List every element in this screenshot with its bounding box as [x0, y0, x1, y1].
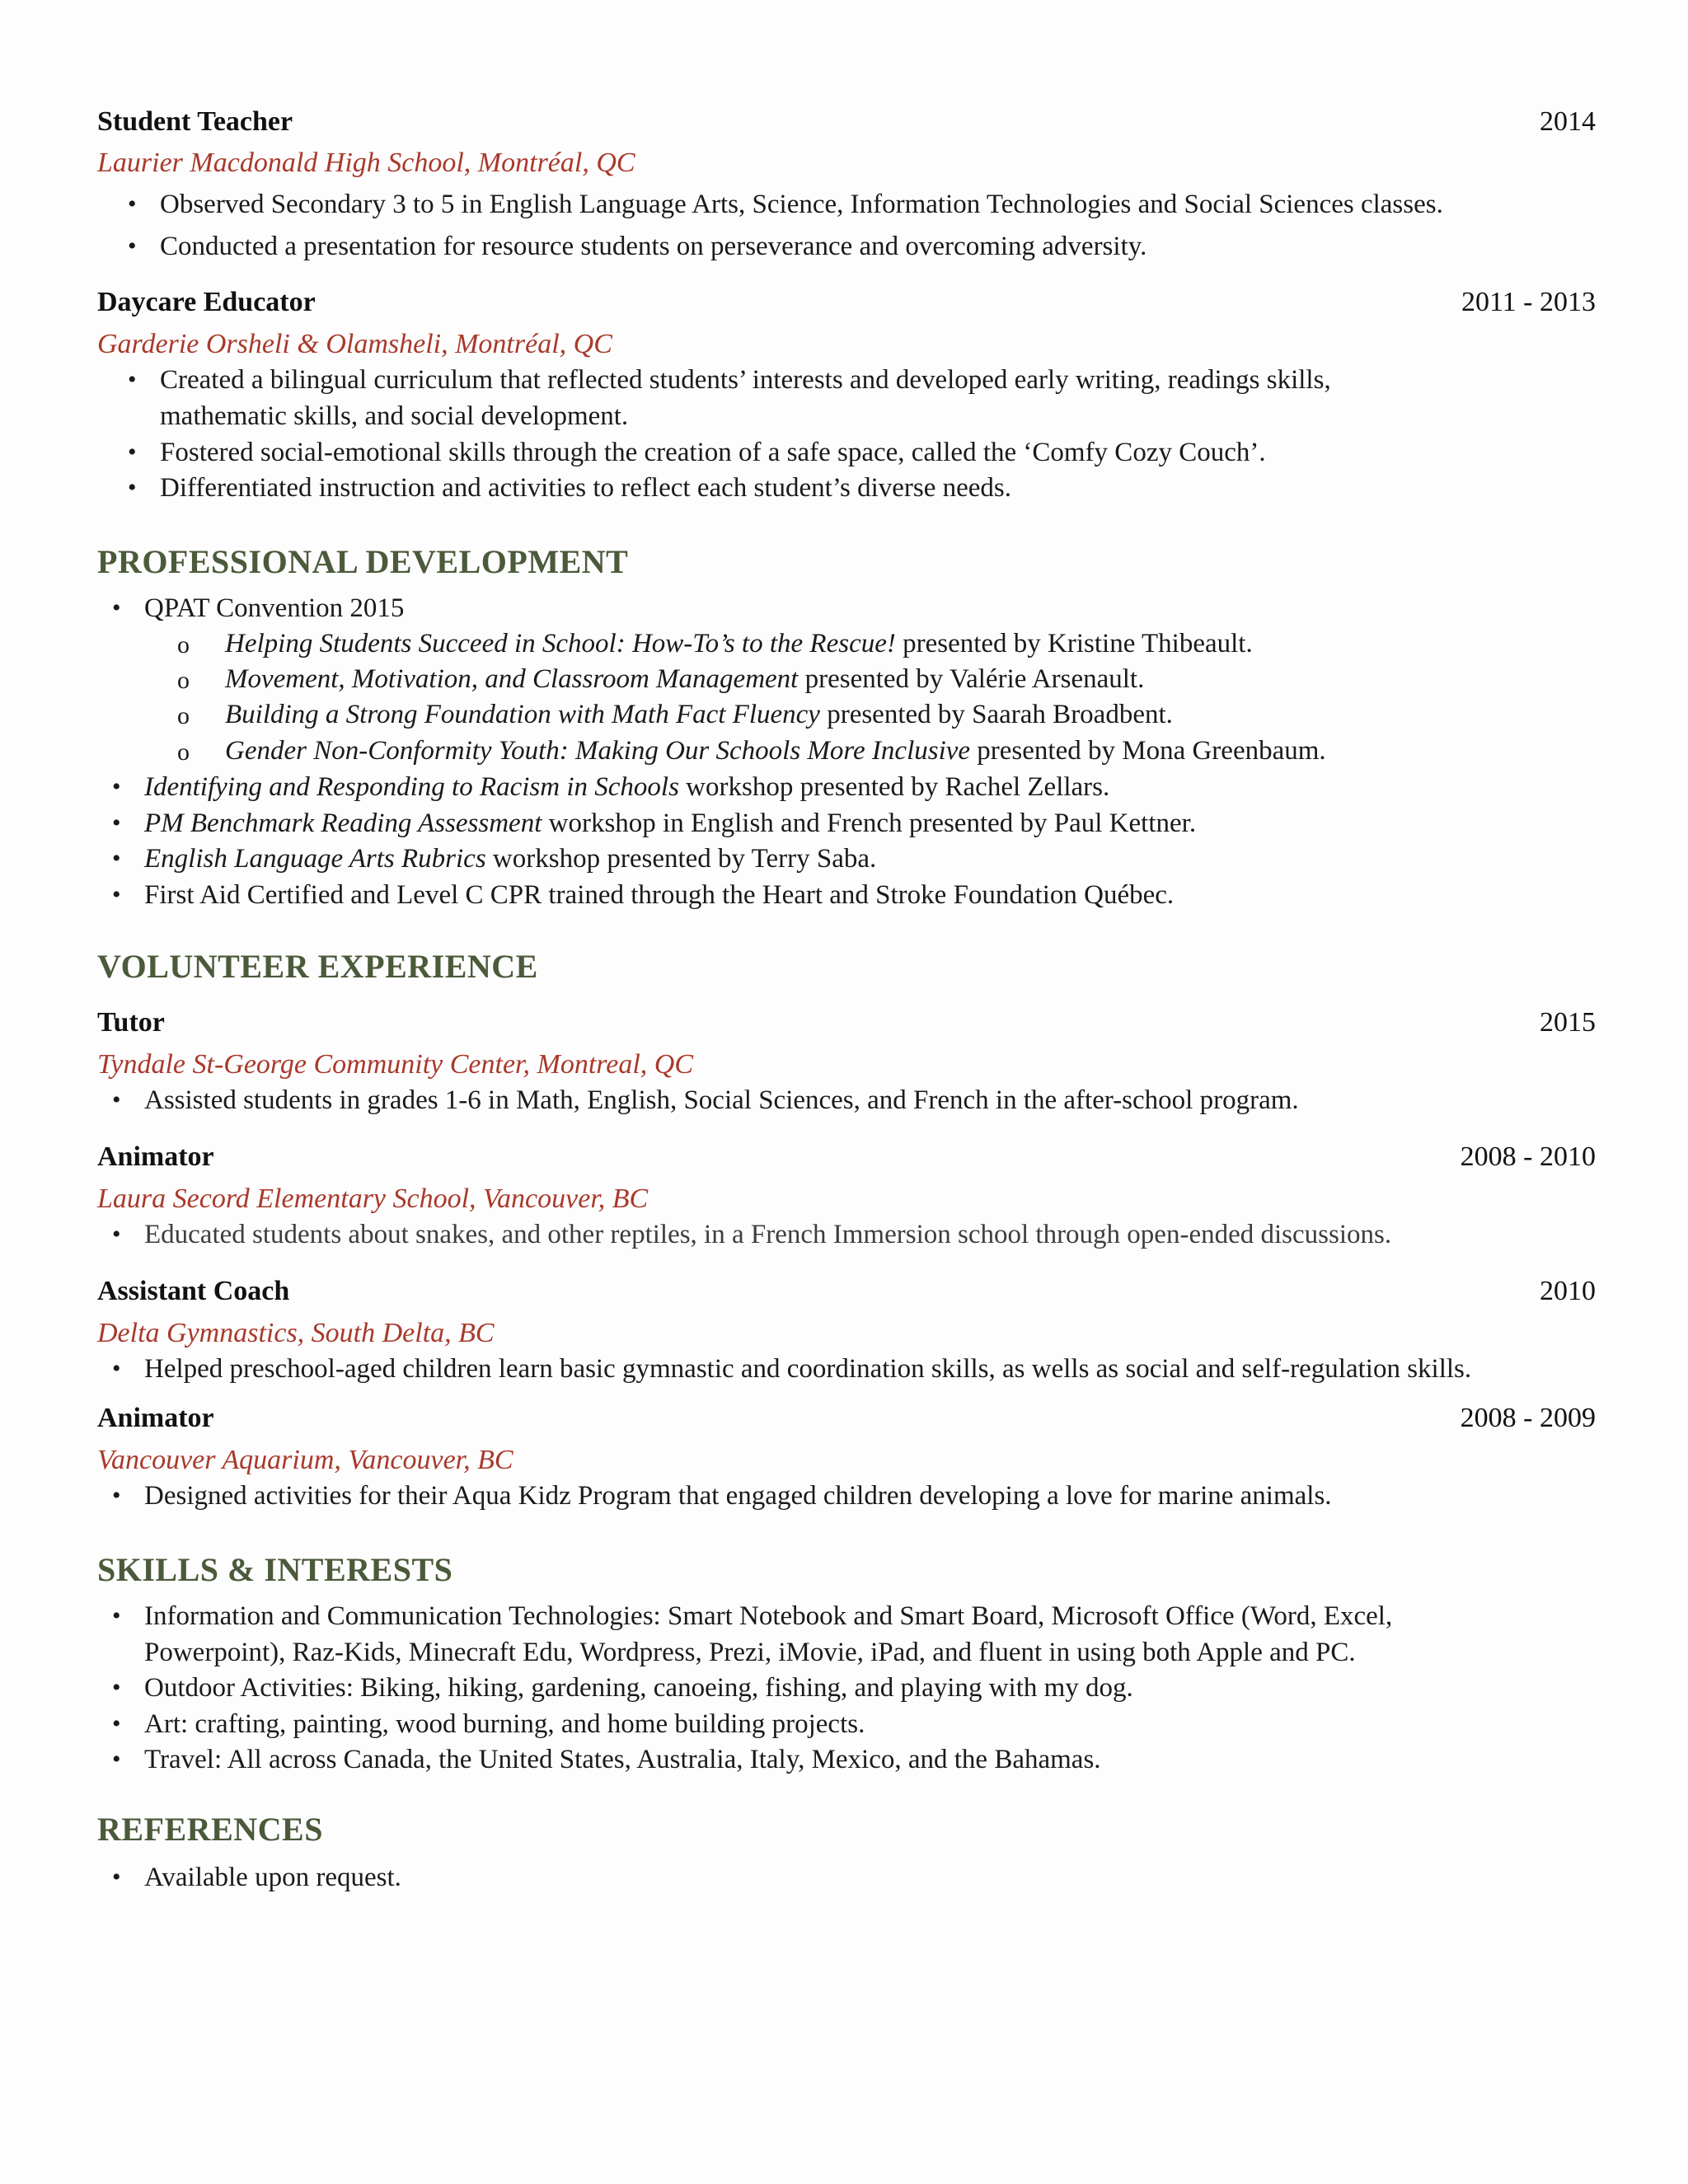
bullet-marker: • — [112, 1355, 121, 1382]
session-item: Helping Students Succeed in School: How-To’s to the Rescue! presented by Kristine Thibeault. — [225, 629, 1253, 658]
volunteer-organization: Vancouver Aquarium, Vancouver, BC — [97, 1445, 513, 1475]
section-heading-professional-development: PROFESSIONAL DEVELOPMENT — [97, 543, 629, 580]
volunteer-organization: Delta Gymnastics, South Delta, BC — [97, 1318, 495, 1348]
job-organization: Garderie Orsheli & Olamsheli, Montréal, QC — [97, 329, 612, 359]
bullet-marker: • — [112, 773, 121, 800]
volunteer-title: Animator — [97, 1141, 214, 1172]
job-bullet: Fostered social-emotional skills through the creation of a safe space, called the ‘Comfy Cozy Couch’. — [160, 438, 1266, 467]
bullet-marker: • — [112, 1086, 121, 1113]
job-bullet: Conducted a presentation for resource students on perseverance and overcoming adversity. — [160, 232, 1147, 261]
volunteer-title: Tutor — [97, 1007, 165, 1038]
section-heading-skills-interests: SKILLS & INTERESTS — [97, 1551, 453, 1588]
references-text: Available upon request. — [144, 1863, 401, 1892]
bullet-marker: • — [128, 366, 137, 393]
bullet-marker: • — [128, 232, 137, 260]
skill-item: Information and Communication Technologies: Smart Notebook and Smart Board, Microsoft Office (Word, Excel, — [144, 1601, 1393, 1631]
certification-item: First Aid Certified and Level C CPR trained through the Heart and Stroke Foundation Québec. — [144, 880, 1175, 910]
session-item: Movement, Motivation, and Classroom Management presented by Valérie Arsenault. — [225, 664, 1145, 694]
job-organization: Laurier Macdonald High School, Montréal, QC — [97, 148, 635, 178]
bullet-marker: • — [112, 1602, 121, 1629]
bullet-marker: • — [128, 474, 137, 501]
volunteer-title: Assistant Coach — [97, 1276, 290, 1306]
session-item: Gender Non-Conformity Youth: Making Our Schools More Inclusive presented by Mona Greenbaum. — [225, 736, 1326, 766]
job-date: 2014 — [1540, 106, 1596, 137]
volunteer-title: Animator — [97, 1403, 214, 1433]
job-bullet-continuation: mathematic skills, and social development. — [160, 401, 629, 431]
bullet-marker: • — [112, 1710, 121, 1737]
workshop-item: PM Benchmark Reading Assessment workshop in English and French presented by Paul Kettner. — [144, 808, 1197, 838]
skill-item: Travel: All across Canada, the United States, Australia, Italy, Mexico, and the Bahamas. — [144, 1745, 1101, 1774]
skill-item: Outdoor Activities: Biking, hiking, gardening, canoeing, fishing, and playing with my dog. — [144, 1673, 1133, 1703]
bullet-marker: • — [112, 881, 121, 908]
workshop-item: Identifying and Responding to Racism in Schools workshop presented by Rachel Zellars. — [144, 772, 1110, 802]
volunteer-date: 2008 - 2010 — [1460, 1141, 1596, 1172]
volunteer-date: 2015 — [1540, 1007, 1596, 1038]
bullet-marker: • — [112, 809, 121, 837]
sub-bullet-marker: o — [177, 738, 190, 766]
volunteer-organization: Tyndale St-George Community Center, Montreal, QC — [97, 1049, 694, 1080]
job-date: 2011 - 2013 — [1461, 287, 1596, 317]
session-item: Building a Strong Foundation with Math Fact Fluency presented by Saarah Broadbent. — [225, 700, 1173, 729]
bullet-marker: • — [112, 1863, 121, 1891]
job-bullet: Created a bilingual curriculum that reflected students’ interests and developed early writing, readings skills, — [160, 365, 1331, 395]
sub-bullet-marker: o — [177, 702, 190, 729]
bullet-marker: • — [128, 438, 137, 466]
section-heading-references: REFERENCES — [97, 1811, 323, 1848]
volunteer-date: 2010 — [1540, 1276, 1596, 1306]
volunteer-bullet: Educated students about snakes, and other reptiles, in a French Immersion school through open-ended discussions. — [144, 1220, 1392, 1249]
bullet-marker: • — [112, 845, 121, 872]
sub-bullet-marker: o — [177, 667, 190, 694]
job-bullet: Differentiated instruction and activities to reflect each student’s diverse needs. — [160, 473, 1012, 503]
volunteer-bullet: Assisted students in grades 1-6 in Math, English, Social Sciences, and French in the after-school program. — [144, 1085, 1299, 1115]
convention-name: QPAT Convention 2015 — [144, 593, 405, 623]
volunteer-bullet: Helped preschool-aged children learn basic gymnastic and coordination skills, as wells as social and self-regulation skills. — [144, 1354, 1472, 1384]
bullet-marker: • — [112, 1221, 121, 1248]
job-bullet: Observed Secondary 3 to 5 in English Language Arts, Science, Information Technologies and Social Sciences classes. — [160, 190, 1443, 219]
skill-item: Art: crafting, painting, wood burning, and home building projects. — [144, 1709, 865, 1739]
volunteer-organization: Laura Secord Elementary School, Vancouver, BC — [97, 1183, 649, 1214]
volunteer-bullet: Designed activities for their Aqua Kidz Program that engaged children developing a love for marine animals. — [144, 1481, 1332, 1511]
section-heading-volunteer-experience: VOLUNTEER EXPERIENCE — [97, 948, 538, 985]
skill-item-continuation: Powerpoint), Raz-Kids, Minecraft Edu, Wordpress, Prezi, iMovie, iPad, and fluent in using both Apple and PC. — [144, 1638, 1356, 1667]
bullet-marker: • — [112, 1482, 121, 1509]
job-title: Daycare Educator — [97, 287, 316, 317]
bullet-marker: • — [128, 190, 137, 218]
bullet-marker: • — [112, 1746, 121, 1773]
bullet-marker: • — [112, 594, 121, 621]
sub-bullet-marker: o — [177, 631, 190, 658]
job-title: Student Teacher — [97, 106, 293, 137]
workshop-item: English Language Arts Rubrics workshop presented by Terry Saba. — [144, 844, 877, 874]
volunteer-date: 2008 - 2009 — [1460, 1403, 1596, 1433]
bullet-marker: • — [112, 1674, 121, 1701]
